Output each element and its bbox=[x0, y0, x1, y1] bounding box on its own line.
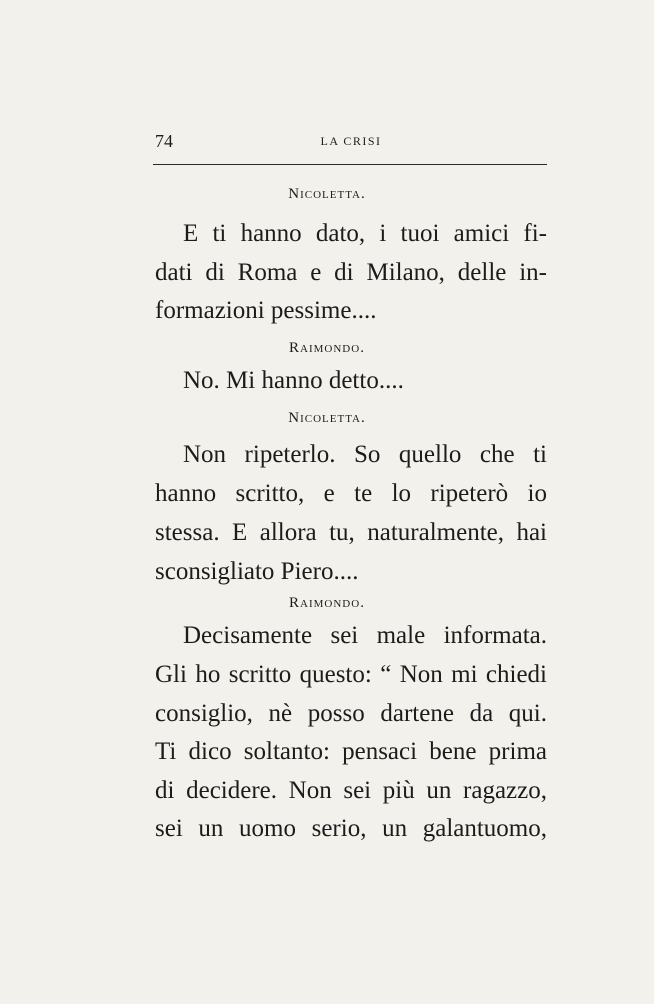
text-line: hanno scritto, e te lo ripeterò io bbox=[155, 480, 547, 507]
speaker-label: Raimondo. bbox=[289, 340, 365, 356]
page-header bbox=[155, 131, 547, 155]
text-line: sei un uomo serio, un galantuomo, bbox=[155, 815, 547, 842]
speaker-label: Nicoletta. bbox=[288, 410, 366, 426]
text-line: dati di Roma e di Milano, delle in- bbox=[155, 259, 547, 286]
text-line: sconsigliato Piero.... bbox=[155, 558, 359, 585]
text-line: consiglio, nè posso dartene da qui. bbox=[155, 700, 547, 727]
text-line: E ti hanno dato, i tuoi amici fi- bbox=[183, 220, 547, 247]
text-line: Ti dico soltanto: pensaci bene prima bbox=[155, 738, 547, 765]
text-line: Non ripeterlo. So quello che ti bbox=[183, 441, 547, 468]
page-number: 74 bbox=[155, 131, 173, 151]
speaker-label: Nicoletta. bbox=[288, 186, 366, 202]
text-line: stessa. E allora tu, naturalmente, hai bbox=[155, 519, 547, 546]
speaker-label: Raimondo. bbox=[289, 595, 365, 611]
text-line: formazioni pessime.... bbox=[155, 297, 377, 324]
running-title: LA CRISI bbox=[320, 134, 382, 148]
header-rule bbox=[153, 164, 547, 165]
text-line: Decisamente sei male informata. bbox=[183, 622, 547, 649]
text-line: di decidere. Non sei più un ragazzo, bbox=[155, 777, 547, 804]
text-line: Gli ho scritto questo: “ Non mi chiedi bbox=[155, 661, 547, 688]
text-line: No. Mi hanno detto.... bbox=[183, 367, 404, 394]
